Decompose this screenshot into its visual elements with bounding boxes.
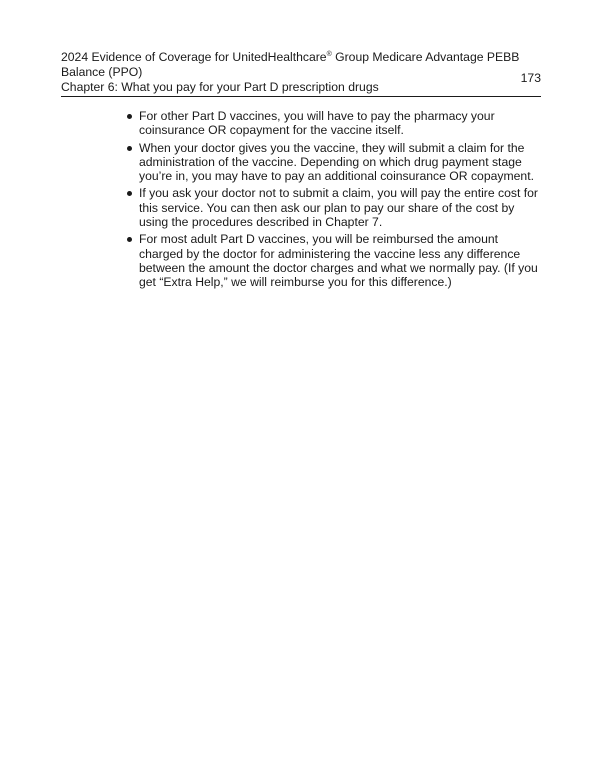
list-item-text: When your doctor gives you the vaccine, they will submit a claim for the administration of the vaccine. Depending on which drug payment stage you’re in, you may have to pay an additional coinsurance OR copayment. [139,140,534,184]
list-item [125,232,545,289]
list-item [125,141,545,184]
bullet-icon [127,237,132,242]
list-item-text: For most adult Part D vaccines, you will be reimbursed the amount charged by the doctor for administering the vaccine less any difference between the amount the doctor charges and what we normally pay. (If you get “Extra Help,” we will reimburse you for this difference.) [139,232,538,290]
page-number: 173 [520,71,541,85]
chapter-row [61,71,541,95]
list-item-text: If you ask your doctor not to submit a claim, you will pay the entire cost for this service. You can then ask our plan to pay our share of the cost by using the procedures described in Chapter 7. [139,186,538,230]
bullet-icon [127,191,132,196]
page-header [61,50,541,95]
document-title-prefix: 2024 Evidence of Coverage for UnitedHealthcare [61,50,327,64]
bullet-icon [127,114,132,119]
list-item [125,186,545,229]
list-item-text: For other Part D vaccines, you will have to pay the pharmacy your coinsurance OR copayment for the vaccine itself. [139,109,495,138]
list-item [125,109,545,138]
header-divider [61,96,541,97]
bullet-icon [127,146,132,151]
document-title [61,50,531,80]
document-title-suffix: Group Medicare Advantage PEBB Balance (PPO) [61,50,520,79]
chapter-title: Chapter 6: What you pay for your Part D prescription drugs [61,80,379,94]
bullet-list [125,109,545,293]
registered-mark: ® [326,50,332,58]
